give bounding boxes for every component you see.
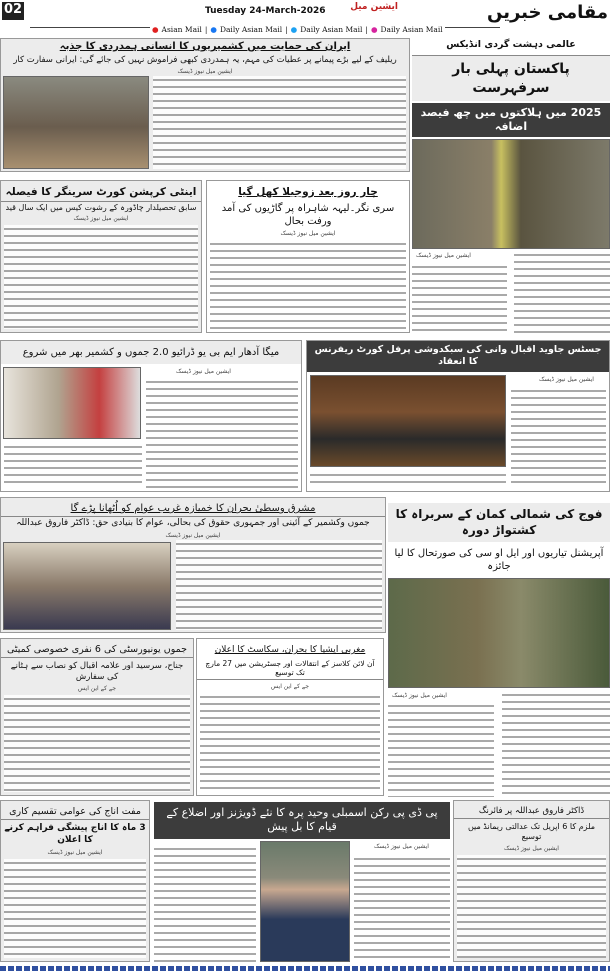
headline: پی ڈی پی رکن اسمبلی وحید پرہ کا نئے ڈویژنز اور اضلاع کے قیام کا بل پیش xyxy=(154,802,450,839)
headline: جسٹس جاوید اقبال وانی کی سبکدوشی پرفل کورٹ ریفرنس کا انعقاد xyxy=(307,341,609,372)
headline: ایران کی حمایت میں کشمیریوں کا انسانی ہمدردی کا جذبہ xyxy=(59,41,351,52)
story-terror-index xyxy=(412,38,610,333)
body-text xyxy=(210,240,406,329)
body-text xyxy=(457,855,606,958)
subhead: 2025 میں ہلاکتوں میں چھ فیصد اضافہ xyxy=(412,103,610,138)
story-pdp xyxy=(154,800,450,962)
byline: ایشین میل نیوز ڈیسک xyxy=(504,844,559,852)
body-text xyxy=(153,76,406,169)
body-text xyxy=(511,387,606,488)
photo-army-commander xyxy=(388,578,610,688)
logo: ایشین میل xyxy=(350,2,398,12)
photo-security-forces xyxy=(412,139,610,249)
photo-aadhaar-drive xyxy=(3,367,141,439)
story-body xyxy=(1,693,193,795)
story-army xyxy=(388,497,610,797)
section-title: مقامی خبریں xyxy=(487,2,608,23)
social-facebook[interactable]: Daily Asian Mail xyxy=(219,25,283,34)
headline: مفت اناج کی عوامی تقسیم کاری xyxy=(9,806,141,817)
subhead: سابق تحصیلدار چاڈورہ کے رشوت کیس میں ایک سال قید xyxy=(1,201,201,214)
story-body xyxy=(197,691,383,795)
story-body xyxy=(388,688,610,797)
subhead: سری نگر۔لیہہ شاہراہ پر گاڑیوں کی آمد ورفت بحال xyxy=(221,202,395,227)
body-text xyxy=(176,540,382,630)
subhead: ملزم کا 6 اپریل تک عدالتی ریمانڈ میں توسیع xyxy=(454,818,609,844)
photo-farooq-abdullah-meeting xyxy=(3,542,171,630)
story-highway xyxy=(206,180,410,333)
story-grain xyxy=(0,800,150,962)
social-bar: ● Asian Mail | ● Daily Asian Mail | ● Daily Asian Mail | ● Daily Asian Mail xyxy=(152,25,443,34)
body-text xyxy=(154,845,256,962)
headline: پاکستان پہلی بار سرفہرست xyxy=(412,55,610,100)
byline: ایشین میل نیوز ڈیسک xyxy=(176,368,231,375)
story-body xyxy=(154,839,450,962)
byline: جے کے این ایس xyxy=(77,685,117,693)
story-body xyxy=(1,76,409,171)
headline: مغربی ایشیا کا بحران، سکاسٹ کا اعلان xyxy=(214,645,366,655)
body-text xyxy=(146,378,298,488)
subhead: آن لائن کلاسز کے انتقالات اور جسٹریشن میں 27 مارچ تک توسیع xyxy=(197,658,383,681)
subhead: جموں وکشمیر کے آئینی اور جمہوری حقوق کی بحالی، عوام کا بنیادی حق: ڈاکٹر فاروق عبداللہ xyxy=(1,516,385,531)
story-body xyxy=(207,238,409,332)
story-skuast xyxy=(196,638,384,796)
body-text xyxy=(4,443,142,488)
byline: ایشین میل نیوز ڈیسک xyxy=(280,229,336,237)
headline: جموں یونیورسٹی کی 6 نفری خصوصی کمیٹی xyxy=(7,644,187,655)
byline: ایشین میل نیوز ڈیسک xyxy=(374,842,429,850)
subhead: ریلیف کے لیے بڑے پیمانے پر عطیات کی مہم، یہ ہمدردی کبھی فراموش نہیں کی جائے گی: ایرانی سفارت کار xyxy=(13,55,397,65)
headline: مشرق وسطیٰ بحران کا خمیازہ غریب عوام کو اُٹھانا پڑے گا xyxy=(70,503,316,514)
story-middle-east xyxy=(0,497,386,633)
youtube-icon: ● xyxy=(152,25,159,34)
photo-iran-gathering xyxy=(3,76,149,169)
byline: ایشین میل نیوز ڈیسک xyxy=(539,375,594,383)
date: Tuesday 24-March-2026 xyxy=(205,6,326,16)
body-text xyxy=(4,225,198,329)
byline: جے کے این ایس xyxy=(270,683,310,691)
body-text xyxy=(502,691,610,797)
instagram-icon: ● xyxy=(370,25,378,34)
story-body xyxy=(307,372,609,491)
headline: میگا آدھار ایم بی یو ڈرائیو 2.0 جموں و کشمیر بھر میں شروع xyxy=(1,341,301,364)
story-justice xyxy=(306,340,610,492)
headline: ڈاکٹر فاروق عبداللہ پر فائرنگ xyxy=(478,806,585,816)
story-body xyxy=(1,223,201,332)
footer-bar xyxy=(0,966,610,971)
social-twitter[interactable]: Daily Asian Mail xyxy=(300,25,363,34)
body-text xyxy=(514,251,610,333)
body-text xyxy=(4,859,146,958)
story-body xyxy=(1,540,385,632)
social-youtube[interactable]: Asian Mail xyxy=(161,25,202,34)
byline: ایشین میل نیوز ڈیسک xyxy=(392,692,447,700)
story-iran xyxy=(0,38,410,172)
kicker: عالمی دہشت گردی انڈیکس xyxy=(446,39,576,50)
story-body xyxy=(454,853,609,961)
subhead: آپریشنل تیاریوں اور ایل او سی کی صورتحال کا لیا جائزہ xyxy=(394,548,604,573)
page-number: 02 xyxy=(2,2,24,20)
body-text xyxy=(354,855,450,962)
twitter-icon: ● xyxy=(290,25,298,34)
body-text xyxy=(412,263,507,333)
body-text xyxy=(310,471,506,488)
story-farooq-firing xyxy=(453,800,610,962)
story-jammu-university xyxy=(0,638,194,796)
story-body xyxy=(412,249,610,333)
story-mega-drive xyxy=(0,340,302,492)
headline: چار روز بعد زوجیلا کھل گیا xyxy=(238,186,378,198)
story-anti-corruption xyxy=(0,180,202,333)
byline: ایشین میل نیوز ڈیسک xyxy=(177,68,233,76)
photo-waheed-para xyxy=(260,841,350,962)
social-instagram[interactable]: Daily Asian Mail xyxy=(380,25,443,34)
subhead: جناح، سرسید اور علامہ اقبال کو نصاب سے ہٹانے کی سفارش xyxy=(1,657,193,684)
story-body xyxy=(1,857,149,961)
byline: ایشین میل نیوز ڈیسک xyxy=(165,531,221,539)
body-text xyxy=(388,702,494,797)
body-text xyxy=(200,693,380,792)
photo-full-court xyxy=(310,375,506,467)
subhead: 3 ماہ کا اناج پیشگی فراہم کرنے کا اعلان xyxy=(1,819,149,847)
byline: ایشین میل نیوز ڈیسک xyxy=(73,215,129,223)
facebook-icon: ● xyxy=(210,25,217,34)
byline: ایشین میل نیوز ڈیسک xyxy=(416,252,471,260)
body-text xyxy=(4,695,190,792)
headline: فوج کی شمالی کمان کے سربراہ کا کشتواڑ دورہ xyxy=(388,503,610,542)
byline: ایشین میل نیوز ڈیسک xyxy=(47,848,103,856)
headline: اینٹی کرپشن کورٹ سرینگر کا فیصلہ xyxy=(5,186,197,198)
story-body xyxy=(1,364,301,491)
